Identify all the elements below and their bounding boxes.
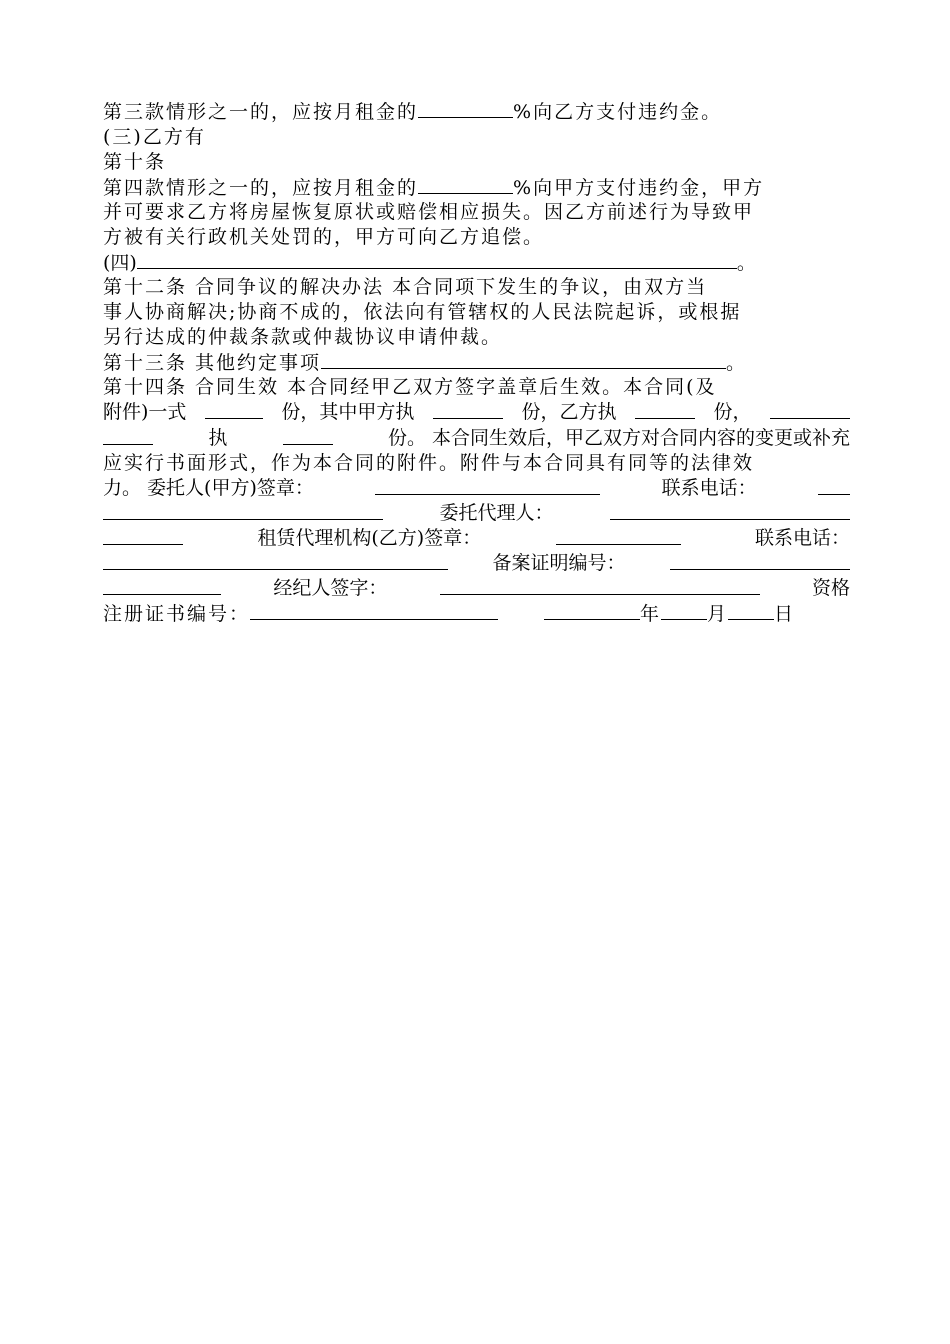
text: 份， <box>713 401 752 423</box>
signature-line <box>103 526 850 550</box>
text: (四) <box>103 252 137 274</box>
blank-field[interactable] <box>661 601 707 620</box>
clause-line <box>103 125 850 149</box>
blank-field[interactable] <box>283 426 333 445</box>
text: 联系电话： <box>661 477 757 499</box>
blank-field[interactable] <box>137 250 737 269</box>
blank-field[interactable] <box>610 501 850 520</box>
text: 第十条 <box>103 151 167 173</box>
blank-field[interactable] <box>544 601 640 620</box>
clause-line <box>103 175 850 199</box>
text: 另行达成的仲裁条款或仲裁协议申请仲裁。 <box>103 326 503 348</box>
text: 注册证书编号： <box>103 603 251 625</box>
blank-field[interactable] <box>818 476 850 495</box>
blank-field[interactable] <box>770 400 850 419</box>
blank-field[interactable] <box>103 551 448 570</box>
clause-line <box>103 225 850 249</box>
text: 委托代理人： <box>439 502 554 524</box>
signature-line <box>103 476 850 500</box>
clause-line <box>103 350 850 374</box>
text: 经纪人签字： <box>273 577 388 599</box>
clause-line <box>103 375 850 399</box>
blank-field[interactable] <box>670 551 850 570</box>
clause-line <box>103 451 850 475</box>
blank-field[interactable] <box>250 601 498 620</box>
text: 执 <box>208 427 228 449</box>
clause-line <box>103 300 850 324</box>
text: 方被有关行政机关处罚的，甲方可向乙方追偿。 <box>103 226 545 248</box>
text: 。 <box>736 252 756 274</box>
clause-line <box>103 426 850 450</box>
text: 联系电话： <box>754 527 850 549</box>
blank-field[interactable] <box>635 400 695 419</box>
text: 应实行书面形式，作为本合同的附件。附件与本合同具有同等的法律效 <box>103 452 755 474</box>
blank-field[interactable] <box>728 601 774 620</box>
clause-line <box>103 325 850 349</box>
text: 份，其中甲方执 <box>281 401 415 423</box>
blank-field[interactable] <box>321 350 726 369</box>
signature-line <box>103 576 850 600</box>
signature-line <box>103 501 850 525</box>
blank-field[interactable] <box>375 476 600 495</box>
text: 月 <box>707 603 729 625</box>
signature-line <box>103 551 850 575</box>
blank-field[interactable] <box>103 501 383 520</box>
text: 第十二条 合同争议的解决办法 本合同项下发生的争议，由双方当 <box>103 276 708 298</box>
clause-line <box>103 250 850 274</box>
text: 租赁代理机构(乙方)签章： <box>257 527 482 549</box>
blank-field[interactable] <box>418 99 513 118</box>
clause-line <box>103 400 850 424</box>
text: 第三款情形之一的，应按月租金的 <box>103 101 419 123</box>
signature-line <box>103 601 850 625</box>
text: 备案证明编号： <box>492 552 626 574</box>
text: 并可要求乙方将房屋恢复原状或赔偿相应损失。因乙方前述行为导致甲 <box>103 201 755 223</box>
text: %向甲方支付违约金，甲方 <box>513 177 765 199</box>
blank-field[interactable] <box>103 426 153 445</box>
clause-line <box>103 99 850 123</box>
blank-field[interactable] <box>103 576 221 595</box>
text: 份，乙方执 <box>521 401 617 423</box>
clause-line <box>103 275 850 299</box>
clause-line <box>103 150 850 174</box>
blank-field[interactable] <box>433 400 503 419</box>
blank-field[interactable] <box>418 175 513 194</box>
text: (三)乙方有 <box>103 126 206 148</box>
text: 事人协商解决;协商不成的，依法向有管辖权的人民法院起诉，或根据 <box>103 301 742 323</box>
text: 份。 本合同生效后，甲乙双方对合同内容的变更或补充 <box>387 427 850 449</box>
text: 力。 委托人(甲方)签章： <box>103 477 314 499</box>
text: 年 <box>640 603 662 625</box>
blank-field[interactable] <box>205 400 263 419</box>
text: 附件)一式 <box>103 401 187 423</box>
text: 。 <box>726 352 748 374</box>
text: 第十四条 合同生效 本合同经甲乙双方签字盖章后生效。本合同(及 <box>103 376 717 398</box>
text: 日 <box>774 603 796 625</box>
text: 第四款情形之一的，应按月租金的 <box>103 177 419 199</box>
clause-line <box>103 200 850 224</box>
text: 第十三条 其他约定事项 <box>103 352 322 374</box>
blank-field[interactable] <box>556 526 681 545</box>
text: %向乙方支付违约金。 <box>513 101 723 123</box>
blank-field[interactable] <box>440 576 760 595</box>
blank-field[interactable] <box>103 526 183 545</box>
text: 资格 <box>811 577 850 599</box>
